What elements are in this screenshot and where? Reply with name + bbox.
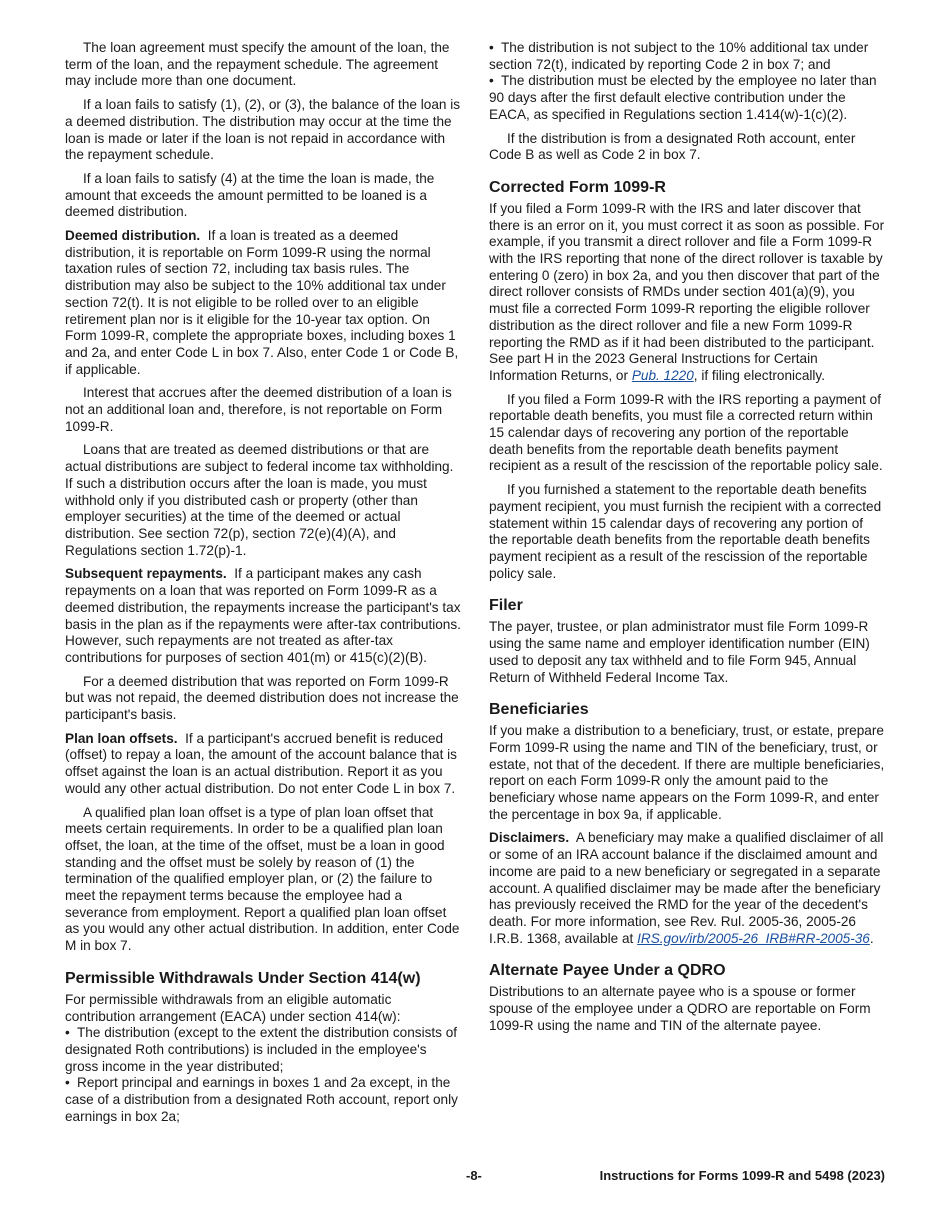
left-column (65, 40, 463, 1125)
section-heading-permissible-withdrawals: Permissible Withdrawals Under Section 414(w) (65, 969, 421, 987)
paragraph: For a deemed distribution that was reported on Form 1099-R but was not repaid, the deemed distribution does not increase the participant's basis. (65, 673, 459, 723)
pub-1220-link[interactable]: Pub. 1220 (631, 367, 694, 383)
paragraph-text: A beneficiary may make a qualified disclaimer of all or some of an IRA account balance if the disclaimed amount and income are paid to a new beneficiary or segregated in a separate account. A qualified disclaimer may be made after the beneficiary has previously received the RMD for the year of the decedent's death. For more information, see Rev. Rul. 2005-36, 2005-26 I.R.B. 1368, available at (489, 830, 884, 946)
paragraph-deemed-distribution (65, 228, 463, 378)
paragraph-text: If a loan is treated as a deemed distribution, it is reportable on Form 1099-R using the normal taxation rules of section 72, including tax basis rules. The distribution may also be subject to the 10% additional tax under section 72(t). It is not eligible to be rolled over to an eligible retirement plan nor is it eligible for the 10-year tax option. On Form 1099-R, complete the appropriate boxes, including boxes 1 and 2a, and enter Code L in box 7. Also, enter Code 1 or Code B, if applicable. (65, 228, 459, 377)
page-number: -8- (466, 1168, 482, 1183)
paragraph-text: , if filing electronically. (693, 367, 826, 383)
footer-title: Instructions for Forms 1099-R and 5498 (2023) (599, 1168, 885, 1183)
paragraph: If a loan fails to satisfy (4) at the time the loan is made, the amount that exceeds the amount permitted to be loaned is a deemed distribution. (65, 170, 435, 220)
bullet-item (489, 40, 885, 73)
bullet-icon: • (65, 1075, 70, 1091)
paragraph: If the distribution is from a designated Roth account, enter Code B as well as Code 2 in box 7. (489, 130, 856, 163)
section-heading-beneficiaries: Beneficiaries (489, 701, 589, 719)
run-in-heading: Deemed distribution. (65, 228, 201, 244)
run-in-heading: Subsequent repayments. (65, 566, 227, 582)
irs-irb-link[interactable]: IRS.gov/irb/2005-26_IRB#RR-2005-36 (637, 930, 870, 946)
paragraph: If a loan fails to satisfy (1), (2), or (3), the balance of the loan is a deemed distribution. The distribution may occur at the time the loan is made or later if the loan is not repaid in accordance with the repayment schedule. (65, 97, 461, 163)
bullet-text: Report principal and earnings in boxes 1 and 2a except, in the case of a distribution from a designated Roth account, report only earnings in box 2a; (65, 1075, 458, 1124)
paragraph: For permissible withdrawals from an eligible automatic contribution arrangement (EACA) under section 414(w): (65, 991, 401, 1024)
paragraph-text: If a participant makes any cash repayments on a loan that was reported on Form 1099-R as a deemed distribution, the repayments increase the participant's tax basis in the plan as if the repayments were after-tax contributions. However, such repayments are not treated as after-tax contributions for purposes of section 401(m) or 415(c)(2)(B). (65, 566, 461, 665)
bullet-icon: • (65, 1025, 70, 1041)
paragraph-subsequent-repayments (65, 566, 463, 666)
paragraph-disclaimers (489, 830, 885, 947)
bullet-text: The distribution is not subject to the 10% additional tax under section 72(t), indicated by reporting Code 2 in box 7; and (489, 40, 869, 72)
bullet-item (65, 1075, 463, 1125)
paragraph: The loan agreement must specify the amount of the loan, the term of the loan, and the repayment schedule. The agreement may include more than one document. (65, 40, 450, 89)
bullet-text: The distribution must be elected by the employee no later than 90 days after the first default elective contribution under the EACA, as specified in Regulations section 1.414(w)-1(c)(2). (489, 73, 877, 122)
paragraph: Distributions to an alternate payee who is a spouse or former spouse of the employee under a QDRO are reportable on Form 1099-R using the name and TIN of the alternate payee. (489, 984, 871, 1033)
paragraph: If you filed a Form 1099-R with the IRS reporting a payment of reportable death benefits, you must file a corrected return within 15 calendar days of recovering any portion of the reportable death benefits from the reportable death benefits payment recipient as a result of the rescission of the reportable policy sale. (489, 391, 883, 474)
paragraph: Loans that are treated as deemed distributions or that are actual distributions are subject to federal income tax withholding. If such a distribution occurs after the loan is made, you must withhold only if you distributed cash or property (other than employer securities) at the time of the deemed or actual distribution. See section 72(p), section 72(e)(4)(A), and Regulations section 1.72(p)-1. (65, 442, 454, 558)
bullet-icon: • (489, 73, 494, 89)
section-heading-alternate-payee: Alternate Payee Under a QDRO (489, 962, 726, 980)
bullet-icon: • (489, 40, 494, 55)
bullet-text: The distribution (except to the extent the distribution consists of designated Roth contributions) is included in the employee's gross income in the year distributed; (65, 1025, 458, 1074)
paragraph: Interest that accrues after the deemed distribution of a loan is not an additional loan and, therefore, is not reportable on Form 1099-R. (65, 385, 452, 434)
paragraph: The payer, trustee, or plan administrator must file Form 1099-R using the same name and employer identification number (EIN) used to deposit any tax withheld and to file Form 945, Annual Return of Withheld Federal Income Tax. (489, 619, 870, 685)
paragraph-corrected (489, 201, 885, 385)
run-in-heading: Disclaimers. (489, 830, 570, 846)
paragraph: If you furnished a statement to the reportable death benefits payment recipient, you must furnish the recipient with a corrected statement within 15 calendar days of recovering any portion of the reportable death benefits from the reportable death benefits payment recipient as a result of the rescission of the reportable policy sale. (489, 482, 882, 581)
paragraph: A qualified plan loan offset is a type of plan loan offset that meets certain requirements. In order to be a qualified plan loan offset, the loan, at the time of the offset, must be a loan in good standing and the offset must be solely by reason of (1) the termination of the qualified employer plan, or (2) the failure to meet the repayment terms because the employee had a severance from employment. Report a qualified plan loan offset as you would any other actual distribution. In addition, enter Code M in box 7. (65, 804, 460, 954)
paragraph-plan-loan-offsets (65, 731, 463, 798)
paragraph-text: If a participant's accrued benefit is reduced (offset) to repay a loan, the amount of the account balance that is offset against the loan is an actual distribution. Report it as you would any other actual distribution. Do not enter Code L in box 7. (65, 730, 457, 796)
right-column (489, 40, 885, 1041)
section-heading-filer: Filer (489, 597, 523, 615)
run-in-heading: Plan loan offsets. (65, 730, 178, 746)
paragraph: If you make a distribution to a beneficiary, trust, or estate, prepare Form 1099-R using the name and TIN of the beneficiary, trust, or estate, not that of the decedent. If there are multiple beneficiaries, report on each Form 1099-R only the amount paid to the beneficiary whose name appears on the Form 1099-R, and enter the percentage in box 9a, if applicable. (489, 723, 885, 822)
paragraph-text: If you filed a Form 1099-R with the IRS and later discover that there is an error on it, you must correct it as soon as possible. For example, if you transmit a direct rollover and file a Form 1099-R with the IRS reporting that none of the direct rollover is taxable by entering 0 (zero) in box 2a, and you then discover that part of the direct rollover consists of RMDs under section 401(a)(9), you must file a corrected Form 1099-R reporting the eligible rollover distribution as the direct rollover and file a new Form 1099-R reporting the RMD as if it had been distributed to the participant. See part H in the 2023 General Instructions for Certain Information Returns, or (489, 200, 885, 383)
bullet-item (489, 73, 885, 123)
paragraph-text: . (869, 930, 874, 946)
bullet-item (65, 1025, 463, 1075)
section-heading-corrected-form: Corrected Form 1099-R (489, 178, 666, 196)
